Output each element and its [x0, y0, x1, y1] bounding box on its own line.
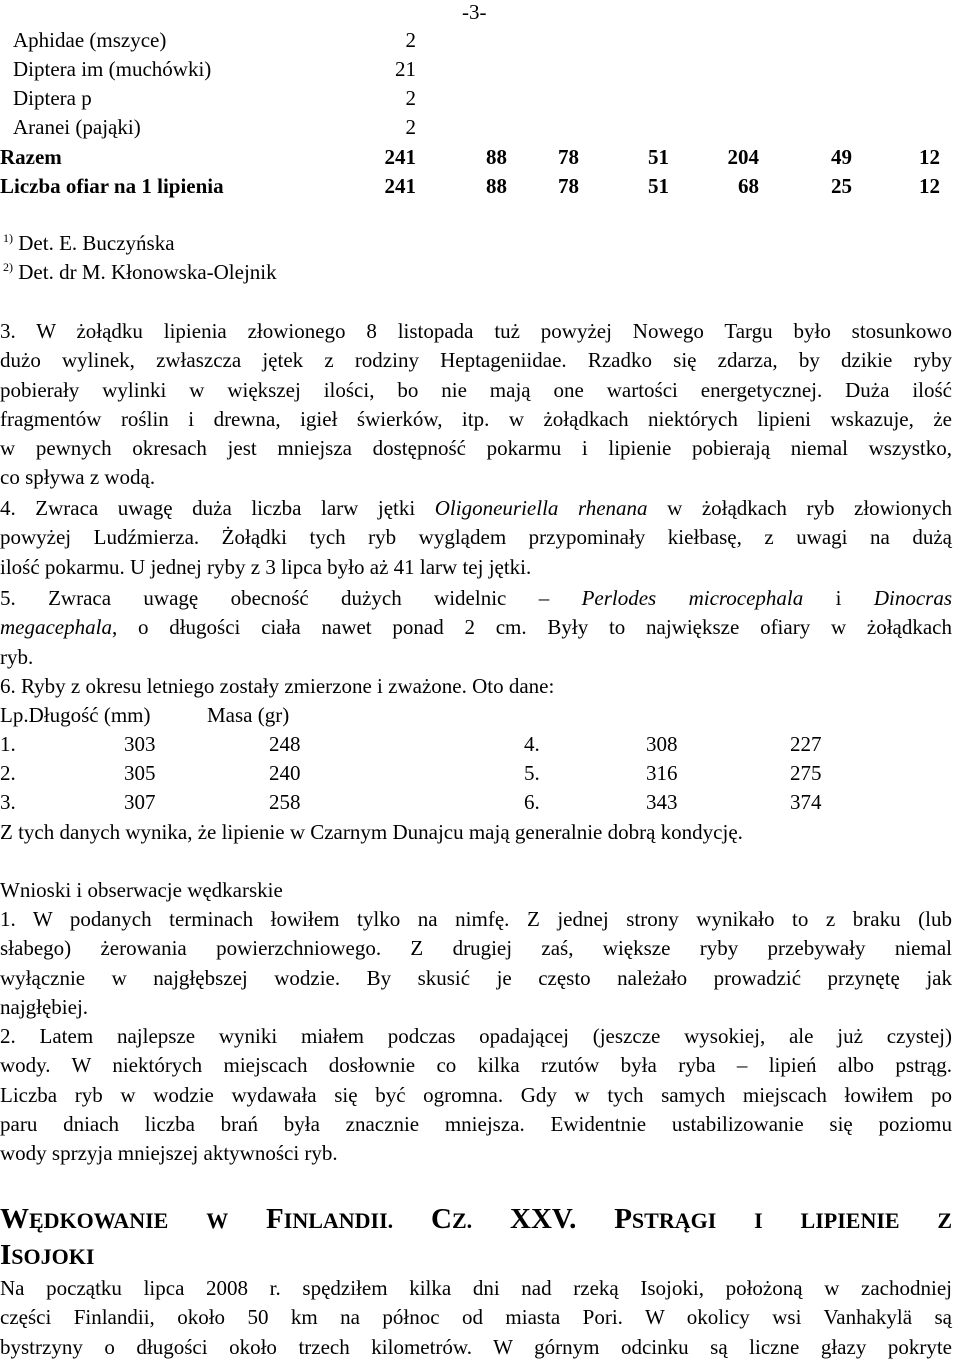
paragraph-5: [0, 584, 952, 672]
measurement-cell-mass: 240: [269, 761, 301, 785]
measurement-cell-length: 303: [124, 732, 156, 756]
footnote-mark: 1): [3, 231, 13, 245]
footnote-2: [3, 258, 277, 287]
paragraph-line: powyżej Ludźmierza. Żołądki tych ryb wyglądem przypominały kiełbasę, z uwagi na dużą: [0, 525, 952, 550]
paragraph-line: słabego) żerowania powierzchniowego. Z drugiej zaś, większe ryby przebywały niemal: [0, 936, 952, 961]
prey-value: 21: [395, 57, 416, 81]
heading-word: [266, 1203, 393, 1235]
paragraph-line: ilość pokarmu. U jednej ryby z 3 lipca było aż 41 larw tej jętki.: [0, 554, 532, 579]
paragraph-line: 5. Zwraca uwagę obecność dużych widelnic – Perlodes microcephala i Dinocras: [0, 586, 952, 610]
paragraph-line: dużo wylinek, zwłaszcza jętek z rodziny Heptageniidae. Rzadko się zdarza, by dzikie ryby: [0, 348, 952, 373]
article-body: [0, 1274, 952, 1362]
heading-smallcaps: LIPIENIE: [800, 1208, 900, 1233]
per_fish-label: Liczba ofiar na 1 lipienia: [0, 174, 224, 198]
heading-smallcaps: I: [754, 1208, 763, 1233]
article-heading-line2: [0, 1238, 952, 1274]
prey-label: Diptera p: [13, 86, 92, 110]
heading-word: [614, 1203, 716, 1235]
heading-word: [0, 1203, 168, 1235]
paragraph-line: w pewnych okresach jest mniejsza dostępność pokarmu i lipienie pobierają niemal wszystko,: [0, 436, 952, 461]
species-name: Perlodes microcephala: [581, 586, 804, 610]
prey-label: Diptera im (muchówki): [13, 57, 212, 81]
measurement-cell-lp: 3.: [0, 790, 16, 814]
prey-label: Aranei (pająki): [13, 115, 141, 139]
prey-label: Aphidae (mszyce): [13, 28, 167, 52]
heading-word: [801, 1203, 900, 1235]
heading-smallcaps: INLANDII.: [283, 1208, 394, 1233]
measurement-cell-length: 307: [124, 790, 156, 814]
measurement-cell-lp2: 6.: [524, 790, 540, 814]
measurement-cell-lp2: 5.: [524, 761, 540, 785]
heading-capital: P: [614, 1203, 632, 1235]
paragraph-line: 1. W podanych terminach łowiłem tylko na nimfę. Z jednej strony wynikało to z braku (lub: [0, 907, 952, 931]
paragraph-line: megacephala, o długości ciała nawet ponad 2 cm. Były to największe ofiary w żołądkach: [0, 615, 952, 640]
paragraph-line: fragmentów roślin i drewna, igieł świerków, itp. w żołądkach niektórych lipieni wskazuje, że: [0, 406, 952, 431]
conclusions-title: Wnioski i obserwacje wędkarskie: [0, 878, 283, 902]
paragraph-3: [0, 317, 952, 493]
page-number: -3-: [462, 0, 487, 24]
per_fish-value: 241: [384, 174, 416, 198]
total-label: Razem: [0, 145, 62, 169]
measurement-cell-lp: 1.: [0, 732, 16, 756]
species-name: megacephala: [0, 615, 112, 640]
per_fish-value: 51: [648, 174, 669, 198]
total-value: 88: [486, 145, 507, 169]
measurement-cell-mass2: 227: [790, 732, 822, 756]
heading-word: [206, 1203, 228, 1235]
paragraph-line: co spływa z wodą.: [0, 465, 156, 490]
paragraph-line: ryb.: [0, 644, 34, 669]
heading-word: [431, 1203, 472, 1235]
species-name: Oligoneuriella rhenana: [434, 496, 648, 520]
heading-capital: C: [431, 1203, 452, 1235]
heading-capital: F: [266, 1203, 284, 1235]
paragraph-line: bystrzyny o długości około trzech kilometrów. W górnym odcinku są liczne głazy pokryte: [0, 1334, 952, 1359]
heading-word: [754, 1203, 763, 1235]
heading-smallcaps: W: [206, 1208, 229, 1233]
footnote-text: Det. E. Buczyńska: [18, 231, 175, 255]
heading-smallcaps: Z.: [451, 1208, 473, 1233]
measurement-cell-mass2: 275: [790, 761, 822, 785]
paragraph-line: części Finlandii, około 50 km na północ od miasta Pori. W okolicy wsi Vanhakylä są: [0, 1305, 952, 1330]
measurement-cell-mass: 248: [269, 732, 301, 756]
prey-value: 2: [405, 115, 416, 139]
article-heading: [0, 1202, 952, 1238]
paragraph-line: 2. Latem najlepsze wyniki miałem podczas opadającej (jeszcze wysokiej, ale już czystej): [0, 1024, 952, 1048]
heading-capital: I: [0, 1239, 12, 1271]
paragraph-line: 3. W żołądku lipienia złowionego 8 listopada tuż powyżej Nowego Targu było stosunkowo: [0, 319, 952, 343]
per_fish-value: 12: [919, 174, 940, 198]
paragraph-line: pobierały wylinki w większej ilości, bo nie mają one wartości energetycznej. Duża ilość: [0, 377, 952, 402]
measurement-cell-lp2: 4.: [524, 732, 540, 756]
measurement-cell-mass2: 374: [790, 790, 822, 814]
heading-smallcaps: Z: [937, 1208, 953, 1233]
paragraph-line: wyłącznie w najgłębszej wodzie. By skusić je często należało prowadzić przynętę jak: [0, 965, 952, 990]
measurement-cell-length2: 308: [646, 732, 678, 756]
header-lp: Lp.: [0, 703, 29, 727]
paragraph-line: paru dniach liczba brań była znacznie mniejsza. Ewidentnie ustabilizowanie się poziomu: [0, 1111, 952, 1136]
per_fish-value: 78: [558, 174, 579, 198]
paragraph-line: Na początku lipca 2008 r. spędziłem kilka dni nad rzeką Isojoki, położoną w zachodniej: [0, 1276, 952, 1300]
total-value: 51: [648, 145, 669, 169]
total-value: 49: [831, 145, 852, 169]
paragraph-line: wody. W niektórych miejscach dosłownie co kilka rzutów była ryba – lipień albo pstrąg.: [0, 1053, 952, 1078]
paragraph-line: najgłębiej.: [0, 994, 89, 1019]
paragraph-4: [0, 494, 952, 582]
header-length: Długość (mm): [28, 703, 151, 727]
total-value: 78: [558, 145, 579, 169]
per_fish-value: 68: [738, 174, 759, 198]
footnote-mark: 2): [3, 260, 13, 274]
paragraph-line: wody sprzyja mniejszej aktywności ryb.: [0, 1141, 338, 1166]
measurement-header: [0, 701, 150, 730]
conclusion-2: [0, 1022, 952, 1168]
paragraph-6-conclusion: Z tych danych wynika, że lipienie w Czarnym Dunajcu mają generalnie dobrą kondycję.: [0, 820, 743, 844]
heading-capital: XXV.: [510, 1203, 577, 1235]
conclusion-1: [0, 905, 952, 1022]
heading-smallcaps: STRĄGI: [631, 1208, 717, 1233]
measurement-cell-mass: 258: [269, 790, 301, 814]
prey-value: 2: [405, 86, 416, 110]
per_fish-value: 25: [831, 174, 852, 198]
footnote-1: [3, 229, 175, 258]
heading-capital: W: [0, 1203, 29, 1235]
measurement-cell-length2: 343: [646, 790, 678, 814]
heading-smallcaps: ĘDKOWANIE: [29, 1208, 169, 1233]
heading-word: [510, 1203, 576, 1235]
header-mass: Masa (gr): [207, 703, 290, 727]
total-value: 241: [384, 145, 416, 169]
paragraph-line: 4. Zwraca uwagę duża liczba larw jętki Oligoneuriella rhenana w żołądkach ryb złowionych: [0, 496, 952, 520]
species-name: Dinocras: [873, 586, 952, 610]
measurement-cell-lp: 2.: [0, 761, 16, 785]
paragraph-line: Liczba ryb w wodzie wydawała się być ogromna. Gdy w tych samych miejscach łowiłem po: [0, 1082, 952, 1107]
heading-word: [937, 1203, 952, 1235]
prey-value: 2: [405, 28, 416, 52]
measurement-cell-length: 305: [124, 761, 156, 785]
total-value: 204: [727, 145, 759, 169]
paragraph-6-intro: 6. Ryby z okresu letniego zostały zmierzone i zważone. Oto dane:: [0, 674, 555, 698]
measurement-cell-length2: 316: [646, 761, 678, 785]
footnote-text: Det. dr M. Kłonowska-Olejnik: [18, 260, 277, 284]
per_fish-value: 88: [486, 174, 507, 198]
heading-smallcaps: SOJOKI: [11, 1244, 95, 1269]
total-value: 12: [919, 145, 940, 169]
